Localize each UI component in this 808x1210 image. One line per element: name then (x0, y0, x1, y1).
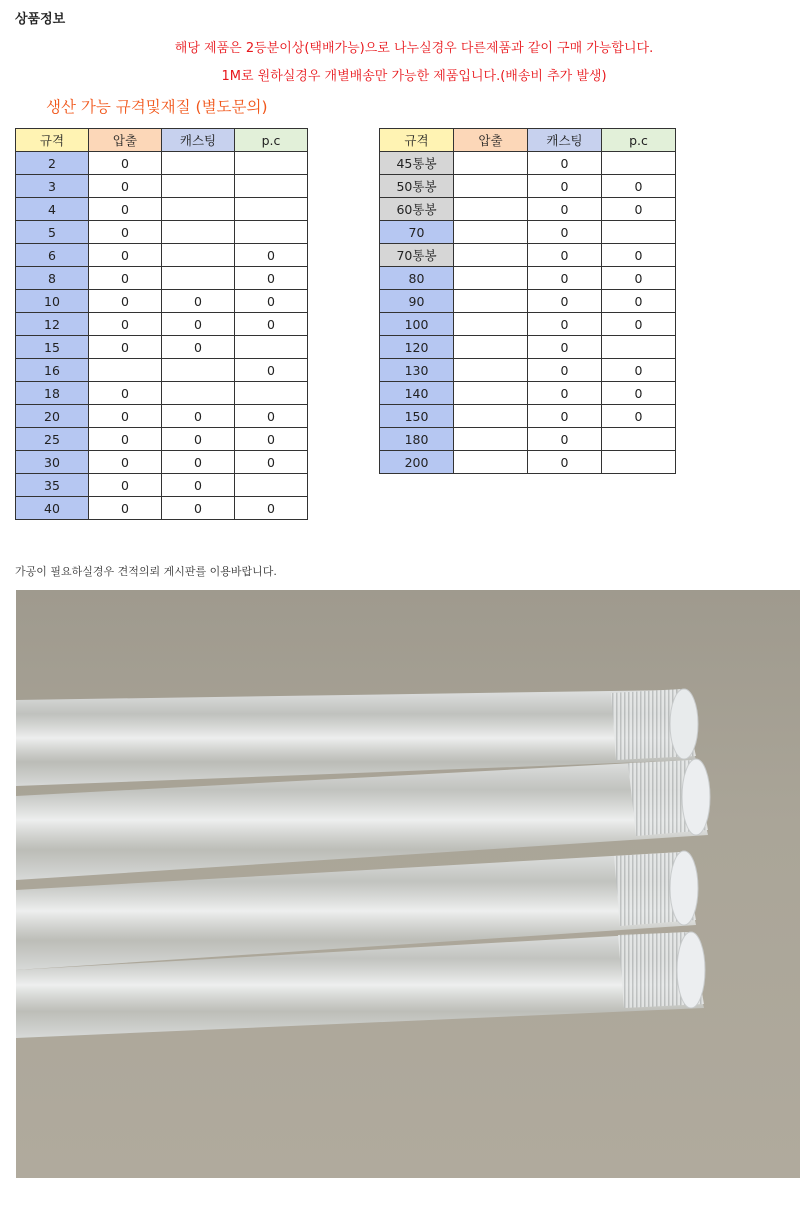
cell-extrusion (454, 451, 528, 474)
cell-pc: 0 (235, 497, 308, 520)
cell-size: 35 (16, 474, 89, 497)
cell-size: 18 (16, 382, 89, 405)
spec-heading: 생산 가능 규격및재질 (별도문의) (46, 98, 268, 116)
cell-pc (235, 336, 308, 359)
cell-extrusion (89, 359, 162, 382)
cell-casting: 0 (162, 336, 235, 359)
table-row (16, 198, 308, 221)
table-row (380, 336, 676, 359)
cell-casting: 0 (528, 198, 602, 221)
cell-size: 25 (16, 428, 89, 451)
table-row (16, 267, 308, 290)
cell-pc: 0 (602, 359, 676, 382)
table-row (16, 405, 308, 428)
cell-pc: 0 (602, 175, 676, 198)
cell-casting (162, 175, 235, 198)
cell-casting: 0 (162, 428, 235, 451)
cell-casting: 0 (528, 359, 602, 382)
cell-pc (602, 451, 676, 474)
table-row (380, 267, 676, 290)
cell-pc (602, 152, 676, 175)
product-photo (16, 590, 800, 1178)
table-row (16, 152, 308, 175)
cell-pc: 0 (235, 405, 308, 428)
cell-size: 50통봉 (380, 175, 454, 198)
cell-extrusion: 0 (89, 474, 162, 497)
cell-extrusion (454, 221, 528, 244)
cell-pc: 0 (602, 313, 676, 336)
cell-extrusion: 0 (89, 175, 162, 198)
cell-casting: 0 (528, 382, 602, 405)
cell-casting (162, 244, 235, 267)
cell-extrusion (454, 152, 528, 175)
cell-casting: 0 (528, 451, 602, 474)
cell-casting: 0 (528, 152, 602, 175)
cell-pc (235, 152, 308, 175)
cell-pc: 0 (602, 198, 676, 221)
cell-size: 5 (16, 221, 89, 244)
cell-pc (235, 221, 308, 244)
cell-extrusion: 0 (89, 244, 162, 267)
header-spec: 규격 (380, 129, 454, 152)
cell-extrusion (454, 336, 528, 359)
cell-extrusion: 0 (89, 497, 162, 520)
table-row (16, 382, 308, 405)
cell-size: 100 (380, 313, 454, 336)
cell-casting: 0 (162, 451, 235, 474)
cell-casting (162, 359, 235, 382)
table-row (380, 428, 676, 451)
cell-casting: 0 (162, 290, 235, 313)
cell-extrusion (454, 198, 528, 221)
header-extrusion: 압출 (454, 129, 528, 152)
cell-size: 70통봉 (380, 244, 454, 267)
cell-pc (235, 474, 308, 497)
notice-bundle-purchase: 해당 제품은 2등분이상(택배가능)으로 나누실경우 다른제품과 같이 구매 가능합니다. (174, 41, 654, 56)
table-row (16, 428, 308, 451)
table-row (380, 152, 676, 175)
cell-extrusion (454, 290, 528, 313)
cell-size: 12 (16, 313, 89, 336)
cell-pc: 0 (235, 359, 308, 382)
cell-casting: 0 (528, 290, 602, 313)
cell-casting: 0 (162, 313, 235, 336)
cell-pc: 0 (602, 405, 676, 428)
spec-table-left (15, 128, 308, 520)
table-row (16, 359, 308, 382)
header-casting: 캐스팅 (162, 129, 235, 152)
cell-extrusion (454, 428, 528, 451)
cell-extrusion: 0 (89, 221, 162, 244)
table-row (380, 221, 676, 244)
table-row (16, 313, 308, 336)
cell-casting (162, 152, 235, 175)
cell-pc: 0 (602, 244, 676, 267)
cell-size: 16 (16, 359, 89, 382)
table-row (380, 198, 676, 221)
table-row (16, 336, 308, 359)
cell-casting (162, 267, 235, 290)
cell-pc: 0 (602, 267, 676, 290)
cell-extrusion: 0 (89, 382, 162, 405)
cell-extrusion (454, 405, 528, 428)
cell-casting: 0 (528, 336, 602, 359)
cell-pc: 0 (235, 428, 308, 451)
header-pc: p.c (235, 129, 308, 152)
cell-casting: 0 (528, 175, 602, 198)
table-row (380, 359, 676, 382)
cell-extrusion (454, 359, 528, 382)
cell-size: 90 (380, 290, 454, 313)
table-row (16, 221, 308, 244)
cell-casting: 0 (528, 428, 602, 451)
table-row (380, 382, 676, 405)
cell-casting: 0 (162, 474, 235, 497)
cell-size: 40 (16, 497, 89, 520)
cell-size: 15 (16, 336, 89, 359)
cell-extrusion (454, 244, 528, 267)
table-row (380, 313, 676, 336)
cell-size: 80 (380, 267, 454, 290)
cell-pc: 0 (235, 244, 308, 267)
cell-size: 150 (380, 405, 454, 428)
cell-pc (235, 175, 308, 198)
cell-size: 60통봉 (380, 198, 454, 221)
cell-casting: 0 (162, 497, 235, 520)
cell-casting (162, 221, 235, 244)
table-row (16, 175, 308, 198)
table-row (380, 290, 676, 313)
cell-extrusion: 0 (89, 198, 162, 221)
cell-size: 70 (380, 221, 454, 244)
footer-note: 가공이 필요하실경우 견적의뢰 게시판를 이용바랍니다. (15, 565, 277, 578)
cell-extrusion (454, 267, 528, 290)
cell-casting: 0 (528, 244, 602, 267)
cell-pc (235, 198, 308, 221)
table-header-row (16, 129, 308, 152)
header-casting: 캐스팅 (528, 129, 602, 152)
cell-extrusion: 0 (89, 336, 162, 359)
cell-casting: 0 (162, 405, 235, 428)
cell-pc: 0 (235, 313, 308, 336)
cell-extrusion: 0 (89, 313, 162, 336)
cell-extrusion: 0 (89, 428, 162, 451)
table-row (16, 244, 308, 267)
table-row (16, 290, 308, 313)
cell-extrusion: 0 (89, 267, 162, 290)
cell-pc: 0 (235, 267, 308, 290)
table-row (16, 451, 308, 474)
table-row (380, 175, 676, 198)
table-row (380, 244, 676, 267)
cell-extrusion (454, 313, 528, 336)
cell-size: 20 (16, 405, 89, 428)
cell-casting: 0 (528, 405, 602, 428)
cell-size: 140 (380, 382, 454, 405)
header-pc: p.c (602, 129, 676, 152)
cell-pc (235, 382, 308, 405)
table-row (16, 497, 308, 520)
cell-pc: 0 (235, 290, 308, 313)
cell-size: 3 (16, 175, 89, 198)
table-row (380, 451, 676, 474)
cell-pc: 0 (602, 290, 676, 313)
cell-extrusion: 0 (89, 152, 162, 175)
cell-extrusion: 0 (89, 405, 162, 428)
cell-size: 30 (16, 451, 89, 474)
spec-table-right (379, 128, 676, 474)
cell-extrusion (454, 175, 528, 198)
cell-casting: 0 (528, 221, 602, 244)
cell-extrusion (454, 382, 528, 405)
table-row (16, 474, 308, 497)
cell-pc: 0 (602, 382, 676, 405)
cell-size: 200 (380, 451, 454, 474)
table-header-row (380, 129, 676, 152)
cell-size: 4 (16, 198, 89, 221)
cell-size: 130 (380, 359, 454, 382)
cell-pc (602, 428, 676, 451)
cell-casting (162, 382, 235, 405)
cell-size: 8 (16, 267, 89, 290)
table-row (380, 405, 676, 428)
notice-individual-shipping: 1M로 원하실경우 개별배송만 가능한 제품입니다.(배송비 추가 발생) (221, 69, 607, 84)
cell-size: 6 (16, 244, 89, 267)
cell-pc (602, 336, 676, 359)
cell-casting: 0 (528, 313, 602, 336)
cell-casting (162, 198, 235, 221)
cell-extrusion: 0 (89, 290, 162, 313)
section-title: 상품정보 (15, 12, 66, 27)
header-spec: 규격 (16, 129, 89, 152)
cell-size: 45통봉 (380, 152, 454, 175)
cell-pc: 0 (235, 451, 308, 474)
cell-pc (602, 221, 676, 244)
cell-casting: 0 (528, 267, 602, 290)
cell-size: 2 (16, 152, 89, 175)
cell-extrusion: 0 (89, 451, 162, 474)
cell-size: 10 (16, 290, 89, 313)
cell-size: 180 (380, 428, 454, 451)
cell-size: 120 (380, 336, 454, 359)
header-extrusion: 압출 (89, 129, 162, 152)
